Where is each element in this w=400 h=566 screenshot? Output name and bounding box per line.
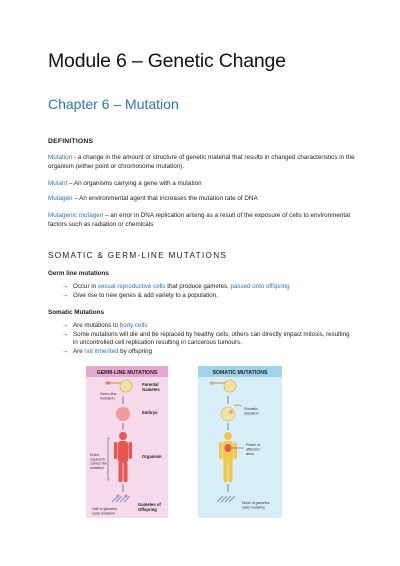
mutation-diagram (86, 366, 314, 518)
affected-patch-icon (225, 444, 232, 452)
definition-mutation (48, 154, 358, 171)
mutated-cell-icon (229, 410, 233, 414)
chapter-heading: Chapter 6 – Mutation (48, 96, 179, 112)
entire-organism-label: Entire organism carries the mutation (90, 453, 107, 470)
definition-mutant (48, 180, 358, 189)
term: Mutant (48, 180, 68, 187)
sperm-head-icon (210, 381, 215, 384)
arrow-icon: → (62, 347, 69, 355)
arrow-icon: → (62, 291, 69, 299)
text: by offspring (118, 347, 153, 355)
definition-text: – an error in DNA replication arising as a result of the exposure of cells to environmental factors such as radiation or chemicals (48, 212, 351, 228)
definition-mutagenic (48, 212, 358, 229)
term: Mutagenic mutagen (48, 212, 104, 219)
egg-cell-icon (120, 380, 132, 392)
patch-label: Patch of affected area (246, 443, 260, 456)
text: Give rise to new genes & add variety to a population. (73, 291, 218, 299)
text: Are mutations to (73, 322, 120, 329)
row-label-embryo: Embryo (142, 410, 158, 415)
row-label-offspring: Gametes of Offspring (138, 502, 161, 512)
definition-text: - a change in the amount or structure of genetic material that results in changed characteristics in the organism (either point or chromosome mutation). (48, 154, 355, 170)
page-title: Module 6 – Genetic Change (48, 50, 286, 72)
row-label-organism: Organism (142, 454, 162, 459)
germ-line-list (62, 283, 352, 300)
arrow-icon: → (62, 283, 69, 290)
highlight-text: sexual reproductive cells (97, 283, 166, 290)
somatic-list (62, 322, 352, 356)
row-label-parental: Parental Gametes (142, 382, 160, 392)
highlight-text: not inherited (84, 347, 119, 355)
list-item (62, 331, 352, 348)
arrow-icon: → (62, 322, 69, 329)
list-item (62, 348, 352, 357)
somatic-header: SOMATIC MUTATIONS (212, 370, 268, 376)
list-item (62, 292, 352, 301)
germline-mutation-label: Germ-line mutation (100, 392, 117, 401)
definitions-heading: DEFINITIONS (48, 138, 94, 145)
none-gametes-label: None of gametes carry mutation (242, 501, 270, 510)
highlight-text: passed onto offspring (230, 283, 290, 290)
list-item (62, 322, 352, 331)
germ-line-header: GERM-LINE MUTATIONS (96, 370, 158, 376)
sperm-head-icon (106, 381, 111, 384)
egg-cell-icon (224, 380, 236, 392)
definition-text: – An environmental agent that increases the mutation rate of DNA (72, 195, 258, 202)
definition-text: – An organisms carrying a gene with a mutation (67, 180, 202, 187)
germ-line-heading: Germ line mutations (48, 270, 109, 277)
term: Mutation (48, 154, 73, 161)
text: Are (73, 347, 85, 355)
highlight-text: body cells (119, 322, 148, 329)
text: that produce gametes, (165, 283, 231, 290)
somatic-panel (198, 366, 282, 518)
somatic-heading: Somatic Mutations (48, 309, 104, 316)
embryo-icon (116, 407, 130, 421)
arrow-icon: → (62, 330, 69, 338)
half-gametes-label: Half of gametes carry mutation (92, 507, 118, 516)
text: Some mutations will die and be replaced by healthy cells, others can directly impact mitosis, resulting in uncontrolled cell replication resulting in cancerous tumours. (73, 330, 350, 347)
section-heading: SOMATIC & GERM-LINE MUTATIONS (48, 251, 228, 260)
somatic-mutation-label: Somatic mutation (244, 407, 259, 416)
embryo-icon (221, 407, 235, 421)
definition-mutagen (48, 195, 358, 204)
text: Occur in (73, 283, 98, 290)
list-item (62, 283, 352, 292)
term: Mutagen (48, 195, 73, 202)
